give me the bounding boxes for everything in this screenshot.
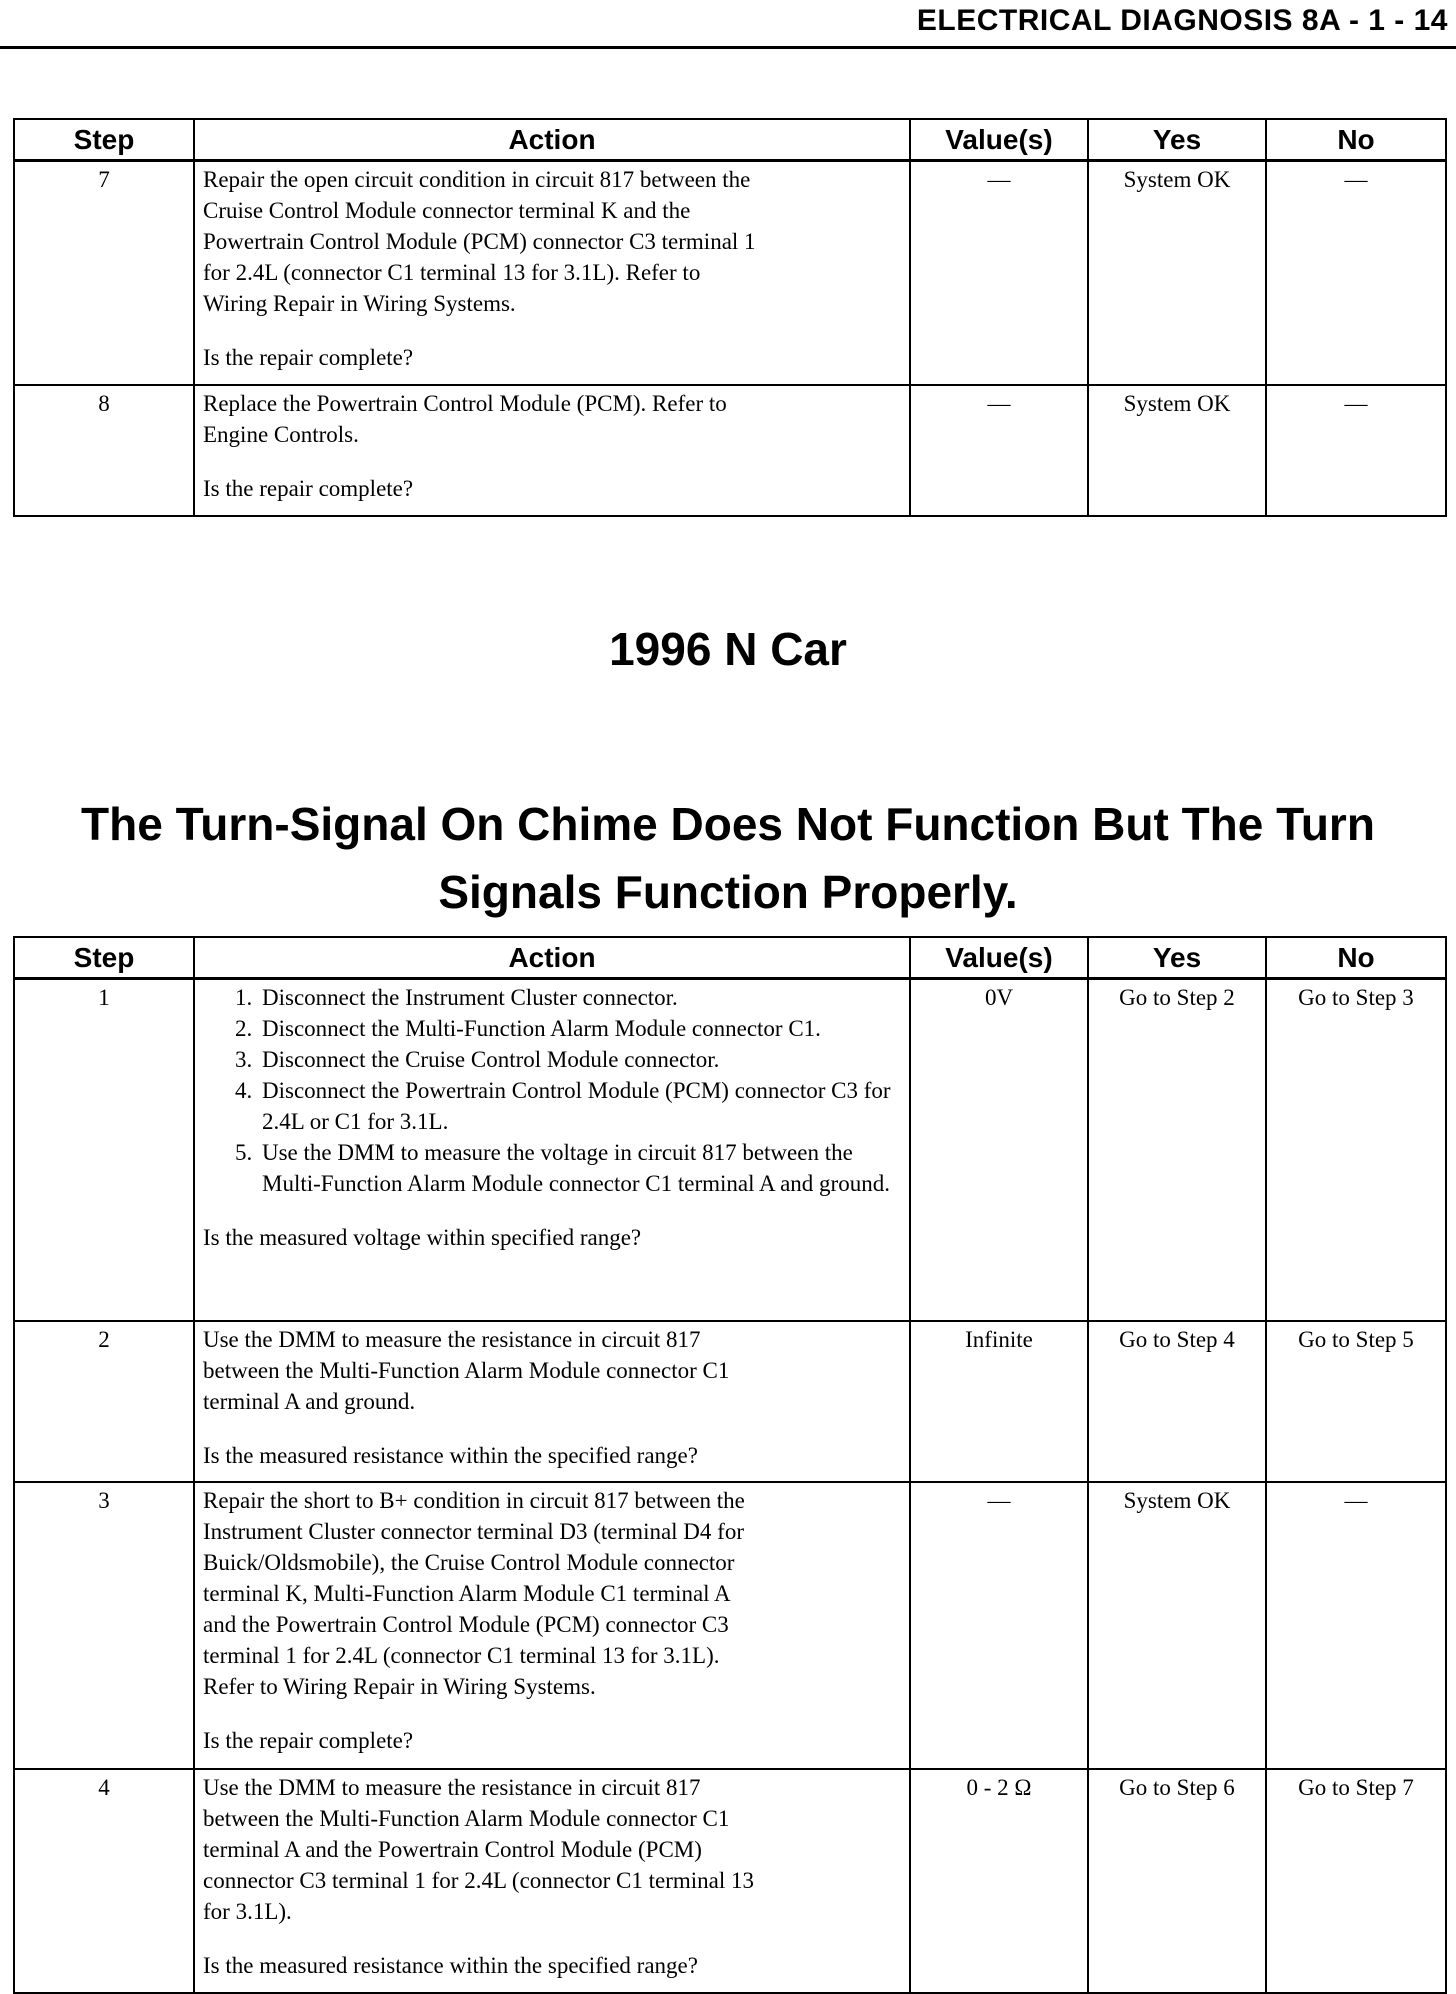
action-line: for 2.4L (connector C1 terminal 13 for 3.1L). Refer to [203, 260, 701, 285]
action-line: for 3.1L). [203, 1898, 292, 1924]
section-title-line: The Turn-Signal On Chime Does Not Function But The Turn [81, 798, 1375, 850]
value-cell: 0V [910, 979, 1088, 1321]
action-question: Is the measured resistance within the specified range? [203, 1952, 698, 1978]
table-row [14, 1321, 1446, 1482]
step-number: 3 [14, 1482, 194, 1769]
column-header-step: Step [14, 937, 194, 979]
vehicle-heading: 1996 N Car [609, 623, 847, 675]
column-header-yes: Yes [1088, 119, 1266, 161]
column-header-action: Action [194, 119, 910, 161]
action-line: connector C3 terminal 1 for 2.4L (connector C1 terminal 13 [203, 1867, 754, 1893]
action-cell [194, 161, 910, 385]
step-number: 4 [14, 1769, 194, 1993]
column-header-yes: Yes [1088, 937, 1266, 979]
action-cell [194, 979, 910, 1321]
column-header-values: Value(s) [910, 937, 1088, 979]
action-cell [194, 1769, 910, 1993]
action-line: terminal K, Multi-Function Alarm Module C1 terminal A [203, 1580, 731, 1606]
no-cell: — [1266, 161, 1446, 385]
substep-item: 2. Disconnect the Multi-Function Alarm Module connector C1. [258, 1013, 901, 1044]
yes-cell: System OK [1088, 1482, 1266, 1769]
action-question: Is the repair complete? [203, 345, 414, 370]
substep-item: 3. Disconnect the Cruise Control Module connector. [258, 1044, 901, 1075]
table-row [14, 1482, 1446, 1769]
action-cell [194, 385, 910, 516]
value-cell: — [910, 161, 1088, 385]
no-cell: Go to Step 3 [1266, 979, 1446, 1321]
step-number: 2 [14, 1321, 194, 1482]
action-line: Engine Controls. [203, 421, 359, 447]
header-rule [0, 46, 1456, 49]
action-cell [194, 1482, 910, 1769]
step-number: 7 [14, 161, 194, 385]
action-line: Cruise Control Module connector terminal K and the [203, 198, 691, 223]
action-line: terminal A and the Powertrain Control Module (PCM) [203, 1836, 702, 1862]
action-cell [194, 1321, 910, 1482]
action-line: terminal A and ground. [203, 1388, 416, 1414]
action-line: Wiring Repair in Wiring Systems. [203, 291, 516, 316]
diagnostic-table [13, 936, 1447, 1994]
yes-cell: System OK [1088, 385, 1266, 516]
column-header-step: Step [14, 119, 194, 161]
action-question: Is the measured voltage within specified range? [203, 1225, 642, 1250]
substep-item: 5. Use the DMM to measure the voltage in circuit 817 between the Multi-Function Alarm Module connector C1 terminal A and ground. [258, 1137, 901, 1199]
action-line: Buick/Oldsmobile), the Cruise Control Module connector [203, 1549, 735, 1575]
column-header-no: No [1266, 937, 1446, 979]
column-header-no: No [1266, 119, 1446, 161]
value-cell: — [910, 1482, 1088, 1769]
action-line: terminal 1 for 2.4L (connector C1 terminal 13 for 3.1L). [203, 1642, 720, 1668]
action-line: Refer to Wiring Repair in Wiring Systems. [203, 1673, 596, 1699]
yes-cell: Go to Step 6 [1088, 1769, 1266, 1993]
yes-cell: Go to Step 4 [1088, 1321, 1266, 1482]
table-header-row [14, 119, 1446, 161]
no-cell: Go to Step 5 [1266, 1321, 1446, 1482]
action-line: Repair the open circuit condition in circuit 817 between the [203, 167, 751, 192]
value-cell: Infinite [910, 1321, 1088, 1482]
table-row [14, 979, 1446, 1321]
value-cell: 0 - 2 Ω [910, 1769, 1088, 1993]
table-row [14, 385, 1446, 516]
yes-cell: Go to Step 2 [1088, 979, 1266, 1321]
action-line: Repair the short to B+ condition in circuit 817 between the [203, 1487, 745, 1513]
action-line: Powertrain Control Module (PCM) connector C3 terminal 1 [203, 229, 756, 254]
no-cell: — [1266, 1482, 1446, 1769]
step-number: 8 [14, 385, 194, 516]
yes-cell: System OK [1088, 161, 1266, 385]
action-line: between the Multi-Function Alarm Module connector C1 [203, 1357, 730, 1383]
action-line: between the Multi-Function Alarm Module connector C1 [203, 1805, 730, 1831]
value-cell: — [910, 385, 1088, 516]
page-header-title: ELECTRICAL DIAGNOSIS 8A - 1 - 14 [916, 4, 1448, 37]
substep-item: 1. Disconnect the Instrument Cluster connector. [258, 982, 901, 1013]
substep-item: 4. Disconnect the Powertrain Control Module (PCM) connector C3 for 2.4L or C1 for 3.1L. [258, 1075, 901, 1137]
substep-list [203, 982, 901, 1199]
action-line: and the Powertrain Control Module (PCM) connector C3 [203, 1611, 729, 1637]
action-line: Use the DMM to measure the resistance in circuit 817 [203, 1774, 701, 1800]
action-line: Use the DMM to measure the resistance in circuit 817 [203, 1326, 701, 1352]
step-number: 1 [14, 979, 194, 1321]
column-header-values: Value(s) [910, 119, 1088, 161]
section-title-line: Signals Function Properly. [438, 866, 1018, 918]
table-row [14, 1769, 1446, 1993]
column-header-action: Action [194, 937, 910, 979]
action-line: Instrument Cluster connector terminal D3 (terminal D4 for [203, 1518, 744, 1544]
diagnostic-table-continued [13, 118, 1447, 517]
table-header-row [14, 937, 1446, 979]
section-title [0, 790, 1456, 926]
action-line: Replace the Powertrain Control Module (PCM). Refer to [203, 390, 727, 416]
action-question: Is the measured resistance within the specified range? [203, 1442, 698, 1468]
no-cell: Go to Step 7 [1266, 1769, 1446, 1993]
action-question: Is the repair complete? [203, 475, 414, 501]
action-question: Is the repair complete? [203, 1727, 414, 1753]
no-cell: — [1266, 385, 1446, 516]
table-row [14, 161, 1446, 385]
